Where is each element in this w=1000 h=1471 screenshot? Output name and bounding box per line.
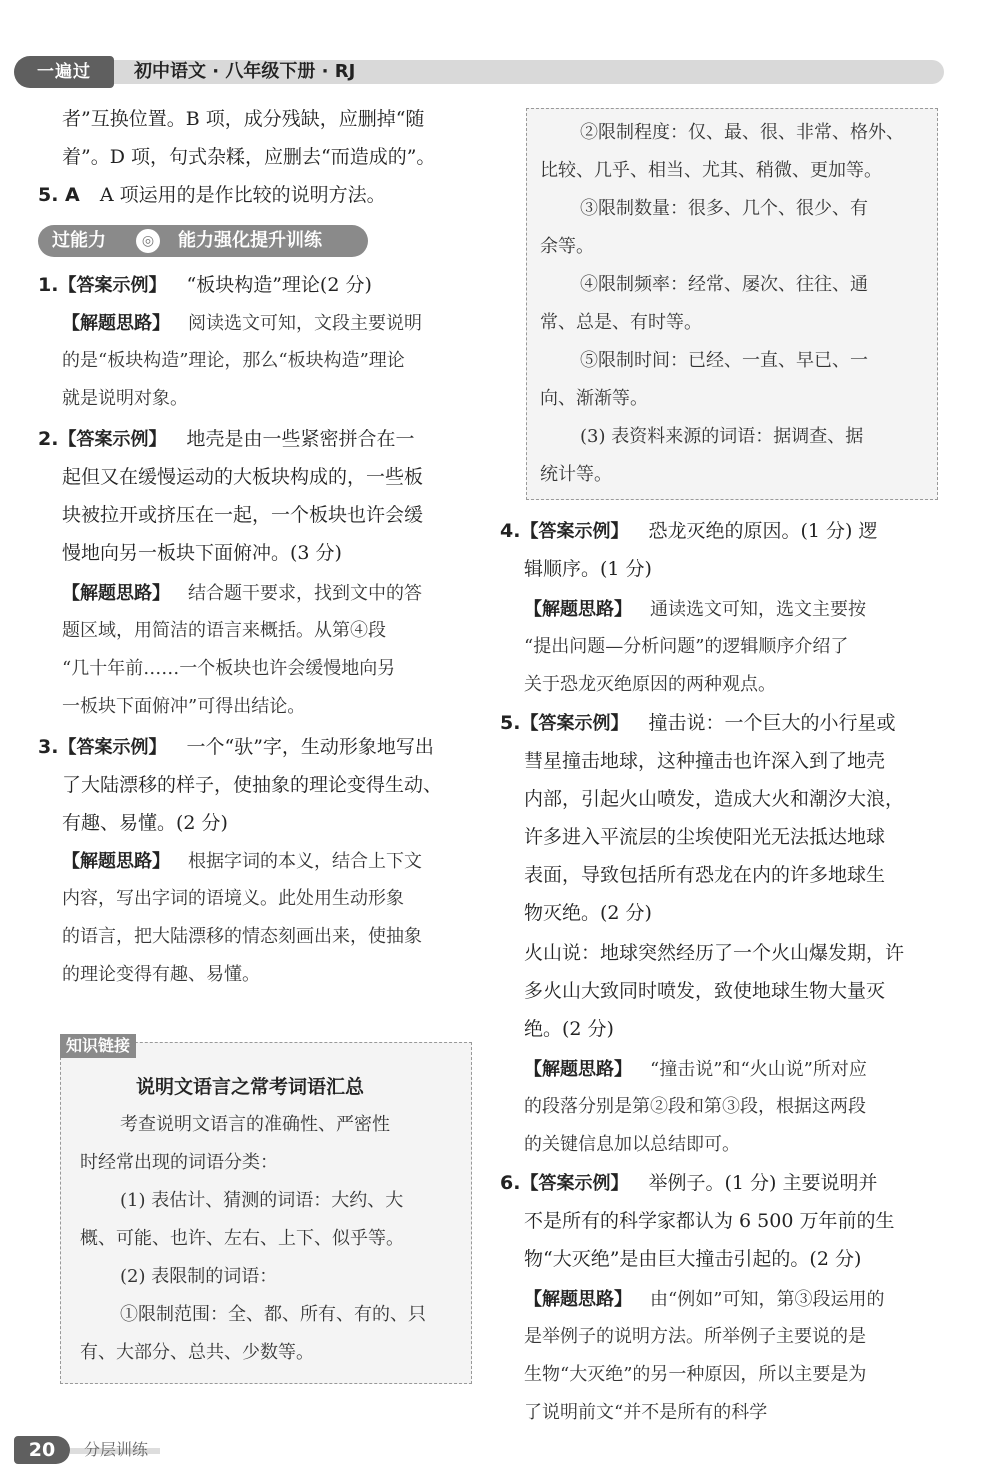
thinking-line: 题区域，用简洁的语言来概括。从第④段 — [62, 620, 386, 641]
answer-line: 物“大灭绝”是由巨大撞击引起的。(2 分) — [524, 1248, 862, 1270]
thinking-text: 根据字词的本义，结合上下文 — [188, 851, 423, 872]
knowledge-line: (3) 表资料来源的词语：据调查、据 — [580, 426, 864, 447]
thinking-tag: 【解题思路】 — [62, 313, 170, 334]
knowledge-line: 余等。 — [540, 236, 594, 257]
thinking-line: 内容，写出字词的语境义。此处用生动形象 — [62, 888, 404, 909]
book-title: 初中语文 · 八年级下册 · RJ — [134, 61, 356, 82]
answer-text: A 项运用的是作比较的说明方法。 — [99, 184, 386, 206]
knowledge-line: 比较、几乎、相当、尤其、稍微、更加等。 — [540, 160, 882, 181]
answer-tag: 【答案示例】 — [58, 275, 167, 296]
question-2-answer — [38, 424, 415, 455]
answer-line: 内部，引起火山喷发，造成大火和潮汐大浪， — [524, 788, 905, 810]
thinking-text: “撞击说”和“火山说”所对应 — [650, 1059, 867, 1080]
text-line: 着”。D 项，句式杂糅，应删去“而造成的”。 — [62, 146, 436, 168]
footer-label: 分层训练 — [84, 1440, 149, 1459]
answer-line: 彗星撞击地球，这种撞击也许深入到了地壳 — [524, 750, 886, 772]
question-5-thinking — [524, 1054, 867, 1085]
knowledge-line: 有、大部分、总共、少数等。 — [80, 1342, 314, 1363]
answer-line: 慢地向另一板块下面俯冲。(3 分) — [62, 542, 342, 564]
answer-text: 撞击说：一个巨大的小行星或 — [648, 712, 896, 734]
thinking-line: 的语言，把大陆漂移的情态刻画出来，使抽象 — [62, 926, 422, 947]
thinking-line: “几十年前……一个板块也许会缓慢地向另 — [62, 658, 396, 679]
thinking-line: 了说明前文“并不是所有的科学 — [524, 1402, 768, 1423]
question-number: 3. — [38, 736, 59, 758]
answer-line: 了大陆漂移的样子，使抽象的理论变得生动、 — [62, 774, 443, 796]
question-number: 5. — [500, 712, 521, 734]
question-4-answer — [500, 516, 878, 547]
question-number: 6. — [500, 1172, 521, 1194]
thinking-line: “提出问题—分析问题”的逻辑顺序介绍了 — [524, 636, 849, 657]
thinking-tag: 【解题思路】 — [524, 1289, 632, 1310]
banner-right-label: 能力强化提升训练 — [178, 230, 322, 251]
thinking-text: 结合题干要求，找到文中的答 — [188, 583, 423, 604]
thinking-text: 通读选文可知，选文主要按 — [650, 599, 867, 620]
answer-line: 火山说：地球突然经历了一个火山爆发期，许 — [524, 942, 905, 964]
answer-tag: 【答案示例】 — [58, 429, 167, 450]
question-number: 1. — [38, 274, 59, 296]
knowledge-line: ⑤限制时间：已经、一直、早已、一 — [580, 350, 868, 371]
thinking-tag: 【解题思路】 — [62, 851, 170, 872]
question-1-thinking — [62, 308, 422, 339]
knowledge-line: ②限制程度：仅、最、很、非常、格外、 — [580, 122, 904, 143]
answer-tag: 【答案示例】 — [58, 737, 167, 758]
thinking-tag: 【解题思路】 — [524, 599, 632, 620]
answer-line: 绝。(2 分) — [524, 1018, 614, 1040]
knowledge-line: 向、渐渐等。 — [540, 388, 648, 409]
thinking-tag: 【解题思路】 — [62, 583, 170, 604]
banner-left-label: 过能力 — [52, 230, 106, 251]
answer-line: 许多进入平流层的尘埃使阳光无法抵达地球 — [524, 826, 886, 848]
question-6-answer — [500, 1168, 878, 1199]
brand-logo: 一遍过 — [14, 56, 114, 88]
answer-line: 辑顺序。(1 分) — [524, 558, 652, 580]
thinking-text: 由“例如”可知，第③段运用的 — [650, 1289, 885, 1310]
thinking-line: 的关键信息加以总结即可。 — [524, 1134, 740, 1155]
answer-tag: 【答案示例】 — [520, 713, 629, 734]
answer-text: 举例子。(1 分) 主要说明并 — [648, 1172, 878, 1194]
medal-icon: ◎ — [136, 229, 160, 253]
knowledge-line: ④限制频率：经常、屡次、往往、通 — [580, 274, 868, 295]
knowledge-line: 常、总是、有时等。 — [540, 312, 702, 333]
thinking-line: 是举例子的说明方法。所举例子主要说的是 — [524, 1326, 866, 1347]
question-3-thinking — [62, 846, 422, 877]
answer-line: 物灭绝。(2 分) — [524, 902, 652, 924]
question-4-thinking — [524, 594, 866, 625]
question-6-thinking — [524, 1284, 884, 1315]
question-2-thinking — [62, 578, 422, 609]
answer-text: 一个“驮”字，生动形象地写出 — [186, 736, 434, 758]
knowledge-line: 概、可能、也许、左右、上下、似乎等。 — [80, 1228, 404, 1249]
answer-line: 多火山大致同时喷发，致使地球生物大量灭 — [524, 980, 886, 1002]
thinking-line: 的是“板块构造”理论，那么“板块构造”理论 — [62, 350, 405, 371]
knowledge-title: 说明文语言之常考词语汇总 — [136, 1076, 365, 1098]
answer-text: “板块构造”理论(2 分) — [186, 274, 372, 296]
question-3-answer — [38, 732, 434, 763]
thinking-line: 的理论变得有趣、易懂。 — [62, 964, 260, 985]
thinking-line: 就是说明对象。 — [62, 388, 188, 409]
page-number: 20 — [14, 1436, 70, 1464]
answer-line: 块被拉开或挤压在一起，一个板块也许会缓 — [62, 504, 424, 526]
question-number: 4. — [500, 520, 521, 542]
answer-text: 地壳是由一些紧密拼合在一 — [186, 428, 415, 450]
question-1-answer — [38, 270, 372, 301]
thinking-text: 阅读选文可知，文段主要说明 — [188, 313, 423, 334]
page-header — [14, 56, 944, 90]
answer-line: 有趣、易懂。(2 分) — [62, 812, 228, 834]
question-5-answer — [500, 708, 896, 739]
knowledge-line: ③限制数量：很多、几个、很少、有 — [580, 198, 868, 219]
answer-line: 表面，导致包括所有恐龙在内的许多地球生 — [524, 864, 886, 886]
knowledge-line: (1) 表估计、猜测的词语：大约、大 — [120, 1190, 404, 1211]
knowledge-line: 统计等。 — [540, 464, 612, 485]
question-number: 5. A — [38, 184, 80, 206]
thinking-tag: 【解题思路】 — [524, 1059, 632, 1080]
text-line: 者”互换位置。B 项，成分残缺，应删掉“随 — [62, 108, 425, 130]
thinking-line: 一板块下面俯冲”可得出结论。 — [62, 696, 306, 717]
answer-tag: 【答案示例】 — [520, 1173, 629, 1194]
thinking-line: 生物“大灭绝”的另一种原因，所以主要是为 — [524, 1364, 867, 1385]
answer-tag: 【答案示例】 — [520, 521, 629, 542]
knowledge-line: ①限制范围：全、都、所有、有的、只 — [120, 1304, 426, 1325]
answer-line: 起但又在缓慢运动的大板块构成的，一些板 — [62, 466, 424, 488]
answer-line: 不是所有的科学家都认为 6 500 万年前的生 — [524, 1210, 895, 1232]
thinking-line: 关于恐龙灭绝原因的两种观点。 — [524, 674, 776, 695]
question-5-prev — [38, 180, 386, 210]
knowledge-line: 考查说明文语言的准确性、严密性 — [120, 1114, 390, 1135]
thinking-line: 的段落分别是第②段和第③段，根据这两段 — [524, 1096, 866, 1117]
answer-text: 恐龙灭绝的原因。(1 分) 逻 — [648, 520, 878, 542]
knowledge-line: (2) 表限制的词语： — [120, 1266, 278, 1287]
section-banner — [38, 225, 368, 257]
question-number: 2. — [38, 428, 59, 450]
knowledge-line: 时经常出现的词语分类： — [80, 1152, 278, 1173]
knowledge-tag: 知识链接 — [60, 1034, 136, 1058]
